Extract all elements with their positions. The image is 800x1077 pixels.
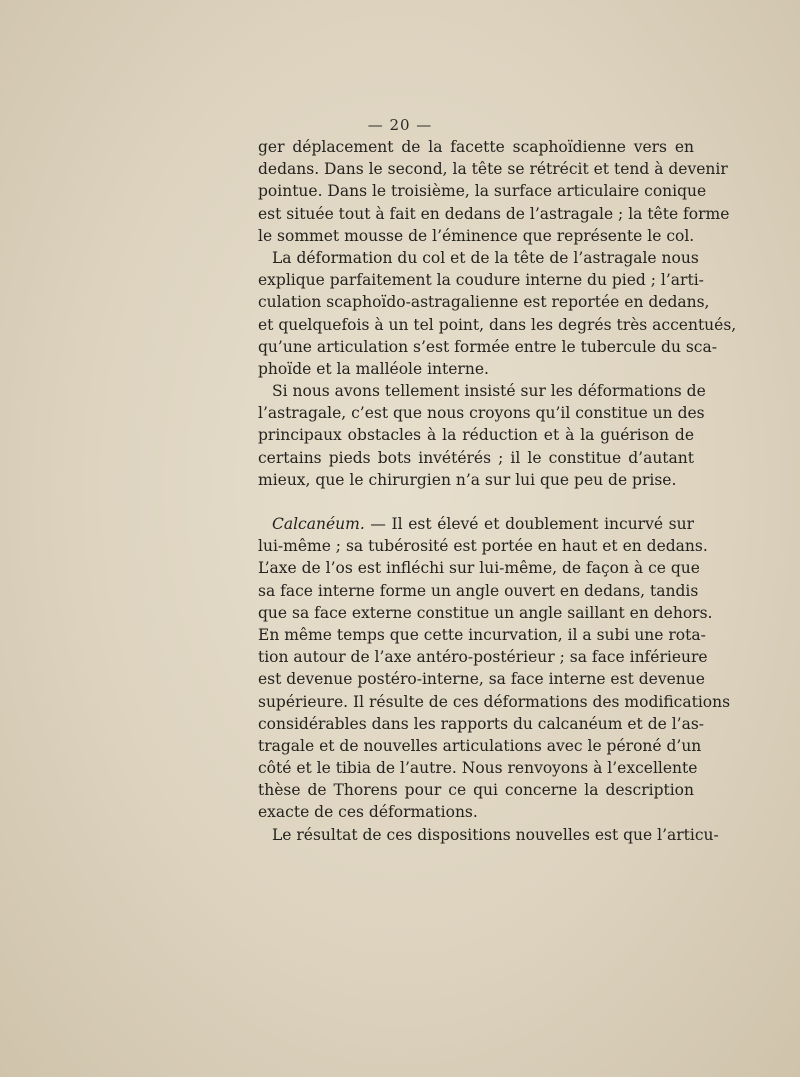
text-line: le sommet mousse de l’éminence que représente le col. — [258, 226, 695, 245]
paragraph-4 — [258, 513, 731, 824]
text-line: côté et le tibia de l’autre. Nous renvoyons à l’excellente — [258, 759, 698, 778]
text-line: dedans. Dans le second, la tête se rétrécit et tend à devenir — [258, 160, 728, 179]
text-line: principaux obstacles à la réduction et à la guérison de — [258, 426, 694, 445]
text-line: En même temps que cette incurvation, il a subi une rota- — [258, 625, 706, 644]
text-line: sa face interne forme un angle ouvert en dedans, tandis — [258, 581, 699, 600]
text-line: considérables dans les rapports du calcanéum et de l’as- — [258, 714, 705, 733]
text-line: et quelquefois à un tel point, dans les degrés très accentués, — [258, 315, 737, 334]
text-line — [258, 513, 694, 535]
heading-continuation: — Il est élevé et doublement incurvé sur — [364, 515, 694, 533]
text-line: pointue. Dans le troisième, la surface articulaire conique — [258, 182, 707, 201]
section-gap — [258, 491, 694, 513]
text-line: Si nous avons tellement insisté sur les déformations de — [272, 382, 706, 401]
text-line: est devenue postéro-interne, sa face interne est devenue — [258, 670, 705, 689]
text-line: exacte de ces déformations. — [258, 803, 478, 822]
text-line: l’astragale, c’est que nous croyons qu’il constitue un des — [258, 404, 705, 423]
paragraph-3 — [258, 380, 706, 491]
text-line: La déformation du col et de la tête de l’astragale nous — [272, 248, 699, 267]
body-text — [258, 136, 737, 846]
paragraph-2 — [258, 247, 737, 380]
paragraph-1 — [258, 136, 730, 247]
text-line: supérieure. Il résulte de ces déformations des modifications — [258, 692, 731, 711]
text-line: qu’une articulation s’est formée entre le tubercule du sca- — [258, 337, 717, 356]
page-number: — 20 — — [367, 116, 433, 134]
text-line: culation scaphoïdo-astragalienne est reportée en dedans, — [258, 293, 710, 312]
paragraph-5 — [258, 824, 719, 846]
text-line: est située tout à fait en dedans de l’astragale ; la tête forme — [258, 204, 730, 223]
text-line: lui-même ; sa tubérosité est portée en haut et en dedans. — [258, 537, 708, 556]
text-line: certains pieds bots invétérés ; il le constitue d’autant — [258, 448, 694, 467]
text-line: thèse de Thorens pour ce qui concerne la description — [258, 781, 694, 800]
text-line: L’axe de l’os est infléchi sur lui-même, de façon à ce que — [258, 559, 700, 578]
text-line: tragale et de nouvelles articulations avec le péroné d’un — [258, 736, 702, 755]
text-line: explique parfaitement la coudure interne du pied ; l’arti- — [258, 271, 704, 290]
text-line: que sa face externe constitue un angle saillant en dehors. — [258, 603, 713, 622]
text-line: phoïde et la malléole interne. — [258, 359, 489, 378]
text-line: mieux, que le chirurgien n’a sur lui que peu de prise. — [258, 470, 677, 489]
section-heading: Calcanéum. — [272, 515, 365, 533]
text-line: ger déplacement de la facette scaphoïdienne vers en — [258, 138, 694, 156]
text-line: Le résultat de ces dispositions nouvelles est que l’articu- — [272, 825, 719, 844]
text-line: tion autour de l’axe antéro-postérieur ; sa face inférieure — [258, 648, 708, 667]
